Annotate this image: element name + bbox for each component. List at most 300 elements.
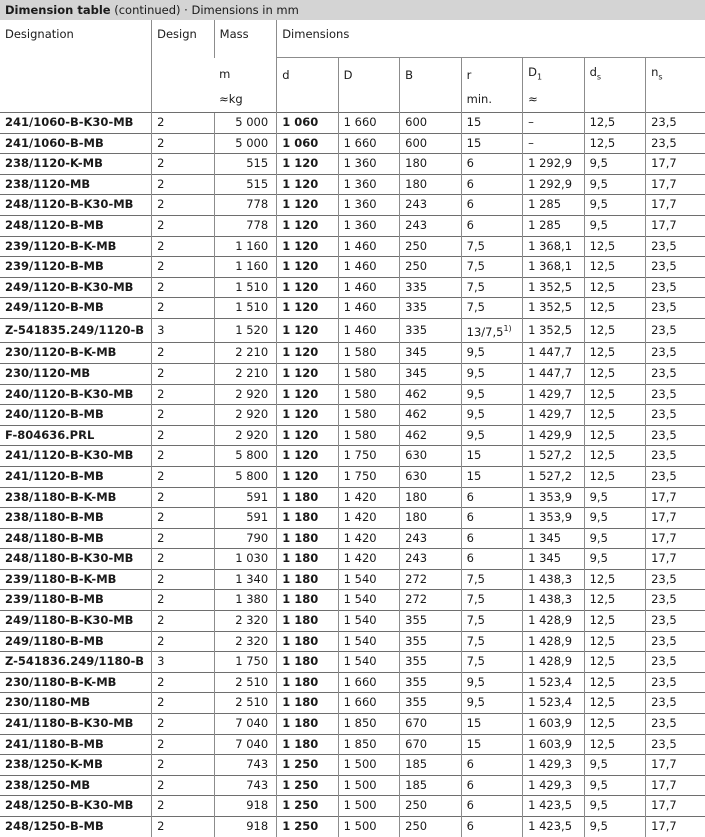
cell-D-text: 1 580 bbox=[343, 427, 377, 442]
cell-design bbox=[152, 775, 215, 796]
cell-ds-text: 9,5 bbox=[589, 510, 608, 525]
cell-design bbox=[152, 405, 215, 426]
cell-mass bbox=[214, 384, 277, 405]
cell-mass bbox=[214, 631, 277, 652]
cell-D bbox=[338, 133, 399, 154]
cell-d-text: 1 120 bbox=[282, 156, 319, 171]
cell-designation bbox=[0, 672, 152, 693]
cell-design-text: 2 bbox=[157, 176, 165, 191]
cell-designation bbox=[0, 277, 152, 298]
table-row bbox=[0, 384, 705, 405]
cell-r bbox=[461, 466, 522, 487]
table-row bbox=[0, 487, 705, 508]
cell-mass bbox=[214, 195, 277, 216]
cell-mass-text: 7 040 bbox=[235, 736, 269, 751]
cell-d-text: 1 120 bbox=[282, 386, 319, 401]
cell-design-text: 2 bbox=[157, 613, 165, 628]
cell-ds-text: 12,5 bbox=[589, 716, 616, 731]
cell-D1 bbox=[523, 528, 584, 549]
cell-d-text: 1 180 bbox=[282, 613, 319, 628]
cell-d bbox=[277, 487, 338, 508]
cell-designation-text: 249/1180-B-K30-MB bbox=[5, 613, 134, 628]
cell-D bbox=[338, 236, 399, 257]
cell-mass-text: 1 030 bbox=[235, 551, 269, 566]
cell-B bbox=[400, 257, 461, 278]
cell-mass bbox=[214, 508, 277, 529]
table-row bbox=[0, 154, 705, 175]
cell-ds-text: 12,5 bbox=[589, 695, 616, 710]
cell-ds bbox=[584, 113, 645, 134]
cell-ns bbox=[646, 174, 705, 195]
cell-design-text: 2 bbox=[157, 633, 165, 648]
cell-B bbox=[400, 714, 461, 735]
cell-B bbox=[400, 195, 461, 216]
cell-ns-text: 23,5 bbox=[651, 468, 677, 483]
cell-D1 bbox=[523, 775, 584, 796]
cell-D1-text: 1 429,3 bbox=[528, 777, 573, 792]
cell-d bbox=[277, 775, 338, 796]
cell-designation-text: 239/1120-B-K-MB bbox=[5, 238, 117, 253]
cell-designation-text: 248/1180-B-MB bbox=[5, 530, 104, 545]
cell-designation bbox=[0, 257, 152, 278]
cell-D bbox=[338, 508, 399, 529]
cell-design-text: 2 bbox=[157, 798, 165, 813]
cell-d bbox=[277, 590, 338, 611]
cell-designation-text: 238/1120-MB bbox=[5, 176, 91, 191]
cell-design bbox=[152, 755, 215, 776]
header-d: d bbox=[277, 58, 338, 93]
cell-designation bbox=[0, 113, 152, 134]
cell-B bbox=[400, 590, 461, 611]
cell-D1 bbox=[523, 714, 584, 735]
cell-ns bbox=[646, 236, 705, 257]
cell-r-text: 15 bbox=[466, 448, 482, 463]
cell-d bbox=[277, 755, 338, 776]
cell-ns-text: 23,5 bbox=[651, 427, 677, 442]
cell-ds-text: 12,5 bbox=[589, 259, 616, 274]
cell-D-text: 1 660 bbox=[343, 115, 377, 129]
cell-mass-text: 5 000 bbox=[235, 115, 269, 129]
cell-designation-text: 249/1120-B-K30-MB bbox=[5, 279, 134, 294]
cell-D1-text: – bbox=[528, 135, 534, 150]
cell-d bbox=[277, 133, 338, 154]
cell-D1 bbox=[523, 755, 584, 776]
cell-B-text: 180 bbox=[405, 156, 428, 171]
cell-D bbox=[338, 277, 399, 298]
cell-ns bbox=[646, 796, 705, 817]
cell-designation-text: 248/1120-B-MB bbox=[5, 217, 104, 232]
cell-design bbox=[152, 298, 215, 319]
cell-D bbox=[338, 652, 399, 673]
cell-r bbox=[461, 714, 522, 735]
cell-D-text: 1 540 bbox=[343, 654, 377, 669]
cell-r-text: 6 bbox=[466, 757, 474, 772]
cell-designation-text: 230/1120-B-K-MB bbox=[5, 345, 117, 360]
cell-B-text: 630 bbox=[405, 468, 428, 483]
cell-r bbox=[461, 425, 522, 446]
table-row bbox=[0, 796, 705, 817]
cell-r-text: 6 bbox=[466, 530, 474, 545]
cell-mass bbox=[214, 528, 277, 549]
cell-B-text: 355 bbox=[405, 674, 428, 689]
cell-d-text: 1 180 bbox=[282, 695, 319, 710]
cell-r-text: 15 bbox=[466, 468, 482, 483]
cell-ns bbox=[646, 133, 705, 154]
table-row bbox=[0, 549, 705, 570]
cell-D-text: 1 420 bbox=[343, 489, 377, 504]
cell-D bbox=[338, 113, 399, 134]
cell-ds bbox=[584, 174, 645, 195]
cell-D bbox=[338, 631, 399, 652]
cell-ds bbox=[584, 775, 645, 796]
cell-D1 bbox=[523, 796, 584, 817]
cell-design bbox=[152, 466, 215, 487]
cell-design bbox=[152, 569, 215, 590]
cell-ns bbox=[646, 693, 705, 714]
cell-D bbox=[338, 734, 399, 755]
cell-D bbox=[338, 775, 399, 796]
cell-r-text: 9,5 bbox=[466, 695, 485, 710]
cell-D-text: 1 540 bbox=[343, 571, 377, 586]
cell-D bbox=[338, 318, 399, 342]
cell-ds-text: 9,5 bbox=[589, 798, 608, 813]
cell-mass-text: 2 920 bbox=[235, 427, 269, 442]
cell-ds bbox=[584, 363, 645, 384]
cell-r bbox=[461, 569, 522, 590]
cell-mass-text: 918 bbox=[246, 798, 269, 813]
header-ds-sub: s bbox=[596, 72, 602, 82]
cell-mass-text: 1 380 bbox=[235, 592, 269, 607]
cell-designation bbox=[0, 734, 152, 755]
cell-d bbox=[277, 257, 338, 278]
cell-ds bbox=[584, 133, 645, 154]
cell-B bbox=[400, 215, 461, 236]
cell-designation-text: F-804636.PRL bbox=[5, 427, 95, 442]
header-design: Design bbox=[152, 20, 215, 113]
cell-d bbox=[277, 174, 338, 195]
cell-D1-text: 1 285 bbox=[528, 217, 562, 232]
cell-D1-text: 1 423,5 bbox=[528, 819, 573, 834]
cell-r-text: 9,5 bbox=[466, 365, 485, 380]
cell-ns-text: 23,5 bbox=[651, 238, 677, 253]
cell-B bbox=[400, 734, 461, 755]
cell-r bbox=[461, 113, 522, 134]
cell-mass-text: 5 800 bbox=[235, 448, 269, 463]
cell-r bbox=[461, 236, 522, 257]
cell-D1 bbox=[523, 405, 584, 426]
cell-ds bbox=[584, 508, 645, 529]
table-row bbox=[0, 405, 705, 426]
cell-ds bbox=[584, 714, 645, 735]
cell-designation bbox=[0, 755, 152, 776]
cell-d bbox=[277, 528, 338, 549]
cell-designation bbox=[0, 236, 152, 257]
cell-design-text: 2 bbox=[157, 386, 165, 401]
cell-B bbox=[400, 487, 461, 508]
cell-mass bbox=[214, 487, 277, 508]
table-row bbox=[0, 817, 705, 837]
cell-d bbox=[277, 425, 338, 446]
header-ns-unit bbox=[646, 92, 705, 113]
cell-D bbox=[338, 298, 399, 319]
cell-D1 bbox=[523, 446, 584, 467]
cell-B bbox=[400, 113, 461, 134]
cell-mass-text: 743 bbox=[246, 757, 269, 772]
cell-ds-text: 9,5 bbox=[589, 777, 608, 792]
cell-D bbox=[338, 405, 399, 426]
cell-ns-text: 23,5 bbox=[651, 407, 677, 422]
table-row bbox=[0, 363, 705, 384]
cell-design bbox=[152, 611, 215, 632]
cell-design bbox=[152, 236, 215, 257]
cell-mass bbox=[214, 363, 277, 384]
cell-D1-text: 1 429,9 bbox=[528, 427, 573, 442]
cell-designation-text: Z-541835.249/1120-B bbox=[5, 322, 145, 337]
header-r: r bbox=[461, 58, 522, 93]
cell-B-text: 670 bbox=[405, 736, 428, 751]
table-title bbox=[0, 0, 705, 20]
cell-ds-text: 9,5 bbox=[589, 757, 608, 772]
cell-B-text: 185 bbox=[405, 777, 428, 792]
cell-D1-text: 1 428,9 bbox=[528, 633, 573, 648]
cell-B-text: 345 bbox=[405, 365, 428, 380]
cell-r bbox=[461, 734, 522, 755]
cell-r-text: 15 bbox=[466, 736, 482, 751]
cell-design-text: 2 bbox=[157, 115, 165, 129]
cell-D bbox=[338, 693, 399, 714]
cell-r bbox=[461, 343, 522, 364]
cell-design-text: 2 bbox=[157, 551, 165, 566]
cell-r-text: 15 bbox=[466, 135, 482, 150]
table-body bbox=[0, 113, 705, 837]
header-ns-sub: s bbox=[658, 72, 663, 82]
cell-D1-text: 1 352,5 bbox=[528, 322, 573, 337]
cell-designation bbox=[0, 549, 152, 570]
cell-mass bbox=[214, 549, 277, 570]
cell-d-text: 1 120 bbox=[282, 365, 319, 380]
header-ds-unit bbox=[584, 92, 645, 113]
cell-r bbox=[461, 528, 522, 549]
cell-designation-text: 240/1120-B-MB bbox=[5, 407, 104, 422]
cell-B bbox=[400, 569, 461, 590]
cell-mass bbox=[214, 755, 277, 776]
cell-designation-text: 238/1250-K-MB bbox=[5, 757, 103, 772]
cell-ns bbox=[646, 487, 705, 508]
cell-design-text: 2 bbox=[157, 407, 165, 422]
cell-D1 bbox=[523, 154, 584, 175]
cell-B-text: 250 bbox=[405, 819, 428, 834]
cell-mass-text: 1 510 bbox=[235, 279, 269, 294]
cell-ds-text: 9,5 bbox=[589, 489, 608, 504]
cell-d-text: 1 120 bbox=[282, 407, 319, 422]
cell-mass bbox=[214, 569, 277, 590]
cell-mass-text: 1 510 bbox=[235, 300, 269, 315]
cell-r-text: 6 bbox=[466, 777, 474, 792]
cell-D-text: 1 460 bbox=[343, 322, 377, 337]
header-approx-kg: ≈kg bbox=[219, 92, 243, 106]
cell-D bbox=[338, 569, 399, 590]
cell-D1 bbox=[523, 569, 584, 590]
cell-d bbox=[277, 466, 338, 487]
cell-B bbox=[400, 796, 461, 817]
cell-designation-text: 239/1180-B-MB bbox=[5, 592, 104, 607]
cell-designation-text: 241/1060-B-K30-MB bbox=[5, 115, 134, 129]
cell-mass-text: 778 bbox=[246, 197, 269, 212]
cell-B bbox=[400, 363, 461, 384]
cell-ns bbox=[646, 405, 705, 426]
cell-mass-text: 1 160 bbox=[235, 259, 269, 274]
cell-D1-text: 1 345 bbox=[528, 551, 562, 566]
cell-ds-text: 12,5 bbox=[589, 365, 616, 380]
cell-B-text: 185 bbox=[405, 757, 428, 772]
cell-ds bbox=[584, 528, 645, 549]
cell-design-text: 2 bbox=[157, 197, 165, 212]
cell-ns bbox=[646, 318, 705, 342]
cell-ns-text: 17,7 bbox=[651, 530, 677, 545]
cell-mass bbox=[214, 298, 277, 319]
cell-designation bbox=[0, 528, 152, 549]
cell-r bbox=[461, 549, 522, 570]
cell-B-text: 243 bbox=[405, 551, 428, 566]
cell-design-text: 2 bbox=[157, 448, 165, 463]
cell-D bbox=[338, 174, 399, 195]
cell-r-text: 6 bbox=[466, 510, 474, 525]
cell-ns bbox=[646, 277, 705, 298]
cell-D-text: 1 580 bbox=[343, 365, 377, 380]
cell-ns-text: 23,5 bbox=[651, 448, 677, 463]
cell-design bbox=[152, 817, 215, 837]
cell-d-text: 1 180 bbox=[282, 736, 319, 751]
header-D1-approx: ≈ bbox=[523, 92, 584, 113]
cell-d-text: 1 120 bbox=[282, 322, 319, 337]
cell-designation-text: 230/1120-MB bbox=[5, 365, 91, 380]
cell-D1 bbox=[523, 236, 584, 257]
cell-design-text: 2 bbox=[157, 530, 165, 545]
cell-ns-text: 23,5 bbox=[651, 613, 677, 628]
cell-ns-text: 23,5 bbox=[651, 695, 677, 710]
cell-D1-text: 1 353,9 bbox=[528, 489, 573, 504]
table-row bbox=[0, 755, 705, 776]
cell-designation bbox=[0, 817, 152, 837]
cell-ds bbox=[584, 672, 645, 693]
cell-ds-text: 9,5 bbox=[589, 156, 608, 171]
cell-d-text: 1 120 bbox=[282, 197, 319, 212]
cell-B-text: 272 bbox=[405, 571, 428, 586]
table-row bbox=[0, 215, 705, 236]
cell-D1-text: 1 285 bbox=[528, 197, 562, 212]
cell-D1 bbox=[523, 298, 584, 319]
cell-d-text: 1 180 bbox=[282, 716, 319, 731]
cell-ds-text: 12,5 bbox=[589, 279, 616, 294]
cell-mass bbox=[214, 343, 277, 364]
cell-B-text: 630 bbox=[405, 448, 428, 463]
cell-ds bbox=[584, 734, 645, 755]
cell-design bbox=[152, 508, 215, 529]
cell-mass bbox=[214, 734, 277, 755]
cell-d-text: 1 250 bbox=[282, 777, 319, 792]
cell-d bbox=[277, 569, 338, 590]
cell-D1-text: 1 368,1 bbox=[528, 238, 573, 253]
cell-ns-text: 17,7 bbox=[651, 176, 677, 191]
cell-design bbox=[152, 714, 215, 735]
cell-D-text: 1 360 bbox=[343, 176, 377, 191]
cell-D bbox=[338, 549, 399, 570]
cell-D1 bbox=[523, 133, 584, 154]
cell-designation bbox=[0, 446, 152, 467]
cell-designation bbox=[0, 363, 152, 384]
cell-ds bbox=[584, 652, 645, 673]
cell-D bbox=[338, 154, 399, 175]
cell-design-text: 2 bbox=[157, 135, 165, 150]
cell-D1-text: 1 429,3 bbox=[528, 757, 573, 772]
cell-designation bbox=[0, 343, 152, 364]
cell-D1-text: 1 292,9 bbox=[528, 156, 573, 171]
cell-D1-text: 1 429,7 bbox=[528, 407, 573, 422]
cell-ds-text: 12,5 bbox=[589, 592, 616, 607]
table-row bbox=[0, 425, 705, 446]
cell-designation-text: 230/1180-MB bbox=[5, 695, 91, 710]
cell-D bbox=[338, 817, 399, 837]
cell-D1 bbox=[523, 549, 584, 570]
cell-D1 bbox=[523, 672, 584, 693]
header-mass: Mass bbox=[214, 20, 277, 58]
cell-D bbox=[338, 257, 399, 278]
table-row bbox=[0, 652, 705, 673]
cell-design bbox=[152, 549, 215, 570]
cell-ns-text: 17,7 bbox=[651, 819, 677, 834]
cell-designation-text: 238/1120-K-MB bbox=[5, 156, 103, 171]
cell-d-text: 1 120 bbox=[282, 176, 319, 191]
cell-design bbox=[152, 215, 215, 236]
cell-r-text: 6 bbox=[466, 156, 474, 171]
cell-design bbox=[152, 672, 215, 693]
cell-D1-text: – bbox=[528, 115, 534, 129]
cell-designation-text: 249/1120-B-MB bbox=[5, 300, 104, 315]
cell-ns-text: 17,7 bbox=[651, 489, 677, 504]
cell-ns bbox=[646, 734, 705, 755]
cell-design-text: 2 bbox=[157, 345, 165, 360]
cell-ns-text: 17,7 bbox=[651, 197, 677, 212]
cell-ds-text: 12,5 bbox=[589, 654, 616, 669]
cell-design-text: 2 bbox=[157, 571, 165, 586]
cell-mass-text: 7 040 bbox=[235, 716, 269, 731]
cell-ds-text: 12,5 bbox=[589, 571, 616, 586]
cell-ns bbox=[646, 817, 705, 837]
cell-D bbox=[338, 672, 399, 693]
cell-mass bbox=[214, 672, 277, 693]
cell-designation bbox=[0, 466, 152, 487]
header-ns bbox=[646, 58, 705, 93]
cell-mass-text: 1 520 bbox=[235, 322, 269, 337]
cell-d bbox=[277, 277, 338, 298]
cell-d bbox=[277, 215, 338, 236]
cell-B-text: 335 bbox=[405, 279, 428, 294]
cell-ds bbox=[584, 236, 645, 257]
cell-design bbox=[152, 318, 215, 342]
cell-r-text: 9,5 bbox=[466, 674, 485, 689]
cell-r-text: 6 bbox=[466, 176, 474, 191]
cell-D-text: 1 500 bbox=[343, 757, 377, 772]
cell-designation-text: 249/1180-B-MB bbox=[5, 633, 104, 648]
cell-r bbox=[461, 446, 522, 467]
cell-ns-text: 23,5 bbox=[651, 654, 677, 669]
cell-ds bbox=[584, 257, 645, 278]
cell-mass-text: 5 000 bbox=[235, 135, 269, 150]
cell-ds-text: 12,5 bbox=[589, 135, 616, 150]
header-dimensions: Dimensions bbox=[277, 20, 705, 58]
cell-mass bbox=[214, 775, 277, 796]
cell-ds bbox=[584, 487, 645, 508]
